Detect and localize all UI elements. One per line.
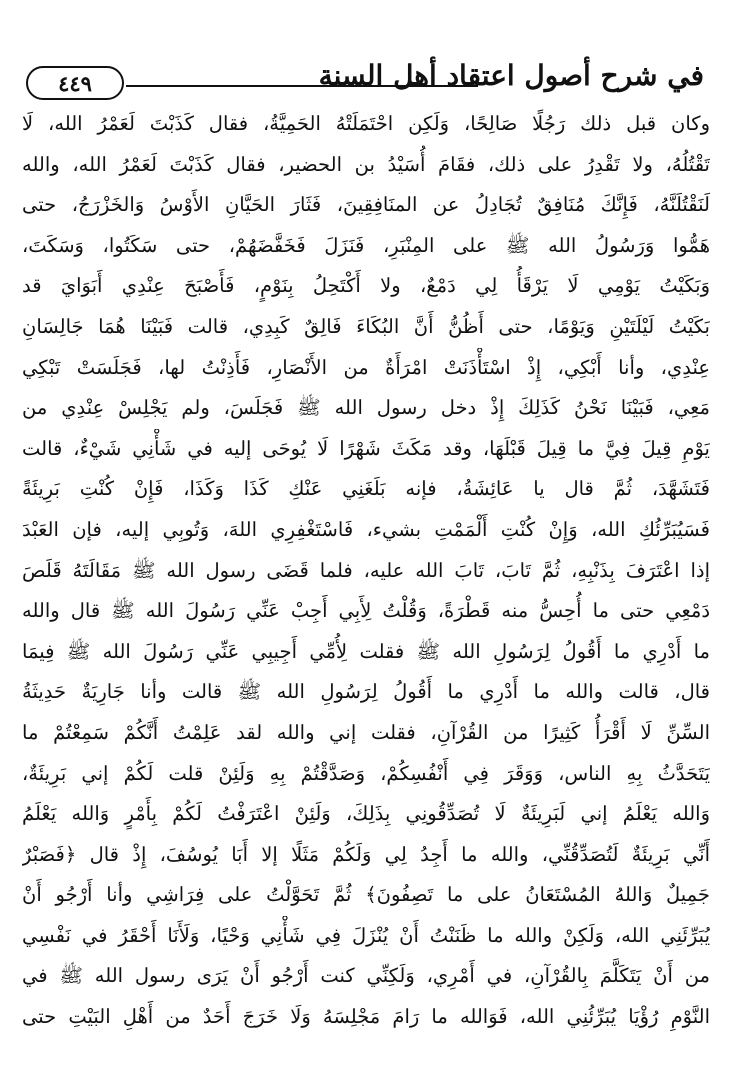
text-line: دَمْعِي حتى ما أُحِسُّ منه قَطْرَةً، وَقُلْتُ لِأَبِي أَجِبْ عَنِّي رَسُولَ الله ﷺ قال والله [22,599,710,623]
page-header [22,52,710,100]
text-line: ما أَدْرِي ما أَقُولُ لِرَسُولِ الله ﷺ فقلت لِأُمِّي أَجِيبِي عَنِّي رَسُولَ الله ﷺ فِيمَا [22,639,710,663]
text-line: أَنِّي بَرِيئَةٌ لَتُصَدِّقُنِّي، والله ما أَجِدُ لِي وَلَكُمْ مَثَلًا إلا أَبَا يُوسُفَ، إِذْ قال ﴿فَصَبْرٌ [22,842,710,866]
text-line: يَوْمِ قِيلَ فِيَّ ما قِيلَ قَبْلَهَا، وقد مَكَثَ شَهْرًا لَا يُوحَى إليه في شَأْنِي شَيْءٌ، قالت [22,436,710,460]
text-line: بَكَيْتُ لَيْلَتَيْنِ وَيَوْمًا، حتى أَظُنُّ أَنَّ البُكَاءَ فَالِقٌ كَبِدِي، قالت فَبَيْنَا هُمَا جَالِسَانِ [22,314,710,338]
text-line: وكان قبل ذلك رَجُلًا صَالِحًا، وَلَكِن احْتَمَلَتْهُ الحَمِيَّةُ، فقال كَذَبْتَ لَعَمْرُ الله، لَا [22,112,710,135]
body-text [22,104,710,1038]
running-header-title: في شرح أصول اعتقاد أهل السنة [318,59,704,92]
text-line: لَنَقْتُلَنَّهُ، فَإِنَّكَ مُنَافِقٌ تُجَادِلُ عن المنَافِقِينَ، فَثَارَ الحَيَّانِ الأَوْسُ وَالخَزْرَجُ، حتى [22,193,710,217]
page-number: ٤٤٩ [26,66,124,100]
text-line: قال، قالت والله ما أَدْرِي ما أَقُولُ لِرَسُولِ الله ﷺ قالت وأنا جَارِيَةٌ حَدِيثَةُ [22,680,710,704]
text-line: فَتَشَهَّدَ، ثُمَّ قال يا عَائِشَةُ، فإنه بَلَغَنِي عَنْكِ كَذَا وَكَذَا، فَإِنْ كُنْتِ بَرِيئَةً [22,477,710,501]
text-line: من أَنْ يَتَكَلَّمَ بِالقُرْآنِ، في أَمْرِي، وَلَكِنِّي كنت أَرْجُو أَنْ يَرَى رسول الله ﷺ في [22,964,710,988]
text-line: تَقْتُلُهُ، ولا تَقْدِرُ على ذلك، فقَامَ أُسَيْدُ بن الحضير، فقال كَذَبْتَ لَعَمْرُ الله، والله [22,152,710,176]
text-line: السِّنِّ لَا أَقْرَأُ كَثِيرًا من القُرْآنِ، فقلت إني والله لقد عَلِمْتُ أَنَّكُمْ سَمِعْتُمْ ما [22,720,710,744]
header-rule [126,85,478,87]
text-line: وَالله يَعْلَمُ إني لَبَرِيئَةٌ لَا تُصَدِّقُونِي بِذَلِكَ، وَلَئِنْ اعْتَرَفْتُ لَكُمْ بِأَمْرٍ وَالله يَعْلَمُ [22,802,710,826]
text-line: جَمِيلٌ وَاللهُ المُسْتَعَانُ على ما تَصِفُونَ﴾ ثُمَّ تَحَوَّلْتُ على فِرَاشِي وأنا أَرْجُو أَنْ [22,883,710,907]
text-line: عِنْدِي، وأنا أَبْكِي، إِذْ اسْتَأْذَنَتْ امْرَأَةٌ من الأَنْصَارِ، فَأَذِنْتُ لها، فَجَلَسَتْ تَبْكِي [22,355,710,379]
text-line: فَسَيُبَرِّئُكِ الله، وَإِنْ كُنْتِ أَلْمَمْتِ بشيء، فَاسْتَغْفِرِي اللهَ، وَتُوبِي إليه، فإن العَبْدَ [22,517,710,541]
text-line: وَبَكَيْتُ يَوْمِي لَا يَرْقَأُ لِي دَمْعٌ، ولا أَكْتَحِلُ بِنَوْمٍ، فَأَصْبَحَ عِنْدِي أَبَوَايَ قد [22,274,710,298]
text-line: هَمُّوا وَرَسُولُ الله ﷺ على المِنْبَرِ، فَنَزَلَ فَخَفَّضَهُمْ، حتى سَكَتُوا، وَسَكَتَ، [22,233,710,257]
text-line: يُبَرِّئَنِي الله، وَلَكِنْ والله ما ظَنَنْتُ أَنْ يُنْزَلَ فِي شَأْنِي وَحْيًا، وَلَأَنَا أَحْقَرُ في نَفْسِي [22,923,710,947]
text-line: مَعِي، فَبَيْنَا نَحْنُ كَذَلِكَ إِذْ دخل رسول الله ﷺ فَجَلَسَ، ولم يَجْلِسْ عِنْدِي من [22,396,710,420]
text-line: النَّوْمِ رُؤْيَا يُبَرِّئُنِي الله، فَوَالله ما رَامَ مَجْلِسَهُ وَلَا خَرَجَ أَحَدٌ من أَهْلِ البَيْتِ حتى [22,1005,710,1029]
text-line: يَتَحَدَّثُ بِهِ الناس، وَوَقَرَ فِي أَنْفُسِكُمْ، وَصَدَّقْتُمْ بِهِ وَلَئِنْ قلت لَكُمْ إني بَرِيئَةٌ، [22,761,710,785]
text-line: إذا اعْتَرَفَ بِذَنْبِهِ، ثُمَّ تَابَ، تَابَ الله عليه، فلما قَضَى رسول الله ﷺ مَقَالَتَهُ قَلَصَ [22,558,710,582]
